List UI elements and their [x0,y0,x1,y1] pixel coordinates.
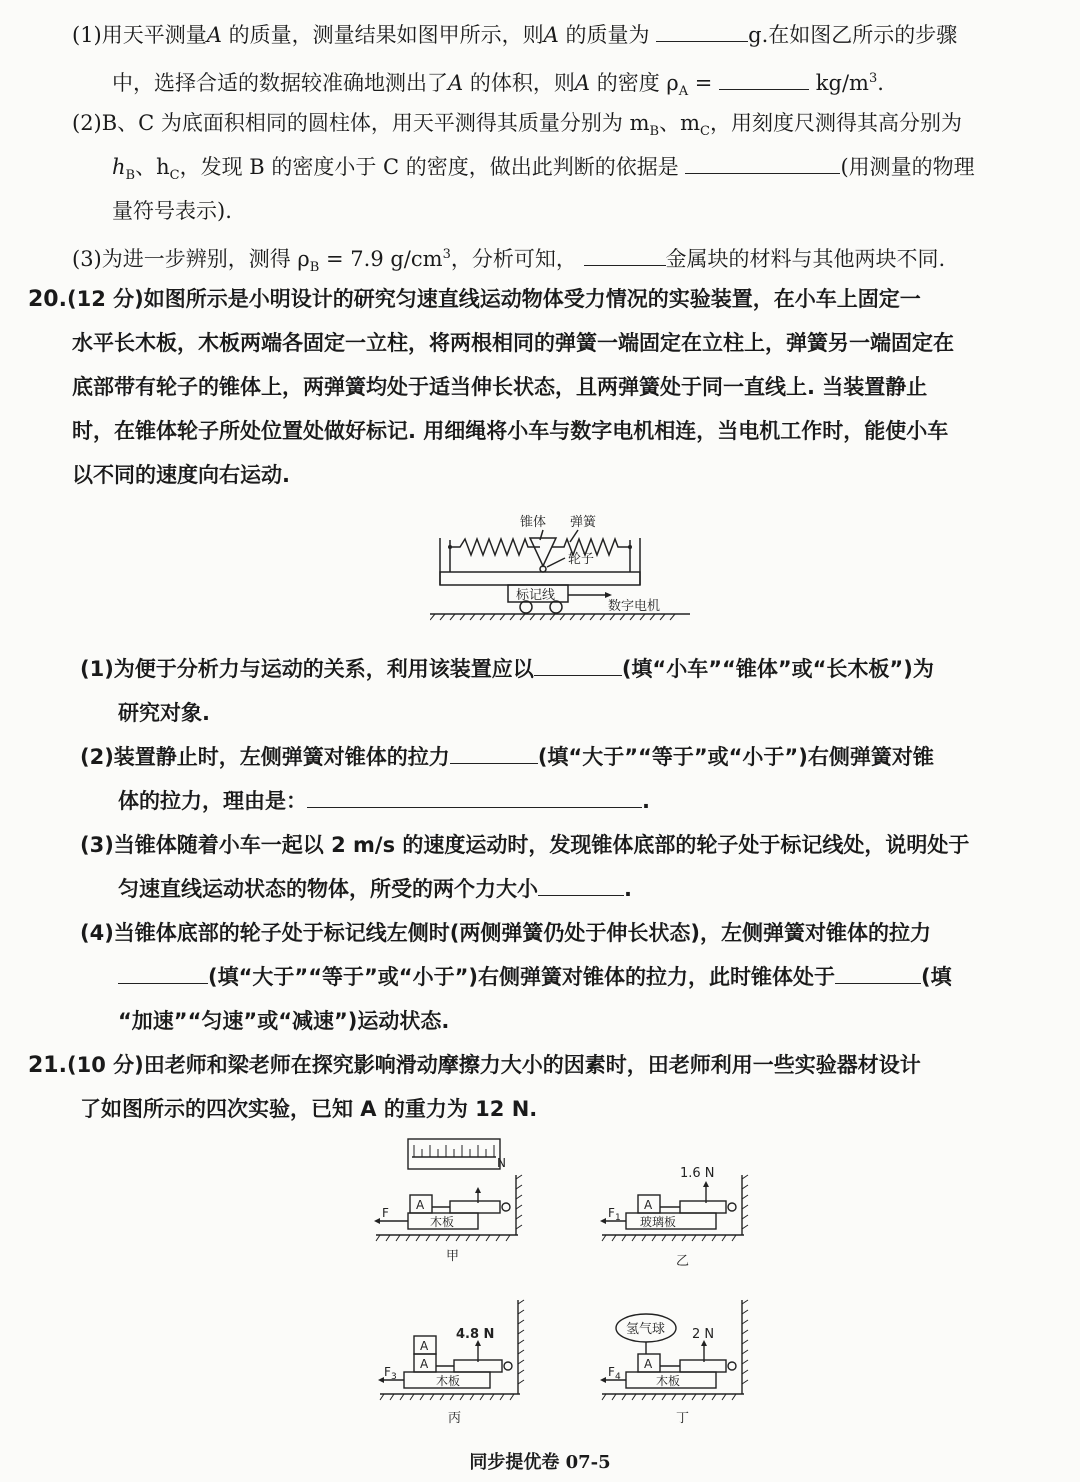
q21-intro-line1: 21.(10 分)田老师和梁老师在探究影响滑动摩擦力大小的因素时，田老师利用一些实验器材设计 [28,1053,921,1078]
force-f-ding-sub: 4 [615,1372,621,1382]
board-ding: 木板 [656,1374,681,1388]
force-f-yi: F [608,1206,615,1220]
q19-part1-line1: (1)用天平测量A 的质量，测量结果如图甲所示，则A 的质量为 g.在如图乙所示的步骤 [72,23,958,47]
label-mark: 标记线 [516,588,556,603]
block-a-ding: A [644,1357,653,1371]
force-f-bing: F [384,1365,391,1379]
block-a-jia: A [416,1198,425,1212]
page-footer: 同步提优卷 07-5 [469,1452,611,1473]
q20-intro-line2: 水平长木板，木板两端各固定一立柱，将两根相同的弹簧一端固定在立柱上，弹簧另一端固定在 [72,331,954,355]
q21-figure-jia [370,1135,530,1275]
answer-blank[interactable] [685,155,840,174]
label-cone: 锥体 [520,515,547,530]
caption-bing: 丙 [448,1411,462,1426]
answer-blank[interactable] [534,657,622,676]
q20-part1-line1: (1)为便于分析力与运动的关系，利用该装置应以 (填“小车”“锥体”或“长木板”)为 [80,657,934,681]
board-yi: 玻璃板 [640,1215,677,1229]
q20-part4-line1: (4)当锥体底部的轮子处于标记线左侧时(两侧弹簧仍处于伸长状态)，左侧弹簧对锥体的拉力 [80,921,931,945]
q21-figure-yi [596,1155,766,1275]
answer-blank[interactable] [584,247,666,266]
board-bing: 木板 [436,1374,461,1388]
block-a-yi: A [644,1198,653,1212]
answer-blank[interactable] [835,965,921,984]
q19-part2-line1: (2)B、C 为底面积相同的圆柱体，用天平测得其质量分别为 $m_B$、$m_C$，用刻度尺测得其高分别为 [72,111,962,140]
label-wheel: 轮子 [568,552,595,567]
balloon-label: 氢气球 [626,1322,666,1337]
left-spring [450,539,540,555]
q20-part4-line3: “加速”“匀速”或“减速”)运动状态. [118,1009,450,1033]
answer-blank[interactable] [307,789,642,808]
label-motor: 数字电机 [608,599,661,614]
q21-figure-bing [374,1290,534,1430]
q20-part1-line2: 研究对象. [118,701,210,725]
caption-yi: 乙 [676,1254,690,1269]
q20-intro-line1: 20.(12 分)如图所示是小明设计的研究匀速直线运动物体受力情况的实验装置，在小车上固定一 [28,287,921,312]
q19-part3: (3)为进一步辨别，测得 $\rho_B = 7.9$ $g/cm^3$，分析可知， 金属块的材料与其他两块不同. [72,247,946,276]
force-label-bing: 4.8 N [456,1327,495,1342]
caption-ding: 丁 [676,1411,690,1426]
q20-apparatus-figure [430,510,690,630]
q20-intro-line4: 时，在锥体轮子所处位置处做好标记. 用细绳将小车与数字电机相连，当电机工作时，能使小车 [72,419,949,443]
q19-part1-line2: 中，选择合适的数据较准确地测出了A 的体积，则A 的密度 $\rho_A = kg/m^3$. [112,71,884,100]
q19-part2-line3: 量符号表示). [112,199,232,223]
force-f-ding: F [608,1365,615,1379]
cone [530,538,556,566]
force-f-jia: F [382,1206,389,1220]
force-label-yi: 1.6 N [680,1166,715,1181]
caption-jia: 甲 [446,1249,460,1264]
q20-part3-line2: 匀速直线运动状态的物体，所受的两个力大小 . [118,877,632,901]
block-a-bing: A [420,1357,429,1371]
q21-intro-line2: 了如图所示的四次实验，已知 A 的重力为 12 N. [80,1097,538,1121]
answer-blank[interactable] [118,965,208,984]
q21-figure-ding [596,1290,766,1430]
q20-intro-line3: 底部带有轮子的锥体上，两弹簧均处于适当伸长状态，且两弹簧处于同一直线上. 当装置静止 [72,375,928,399]
force-f-yi-sub: 1 [615,1213,621,1223]
block-a-bing-top: A [420,1339,429,1353]
q20-intro-line5: 以不同的速度向右运动. [72,463,290,487]
q20-part3-line1: (3)当锥体随着小车一起以 2 m/s 的速度运动时，发现锥体底部的轮子处于标记线处，说明处于 [80,833,970,857]
label-spring: 弹簧 [570,515,597,530]
force-label-ding: 2 N [692,1327,715,1342]
answer-blank[interactable] [450,745,538,764]
q20-part4-line2: (填“大于”“等于”或“小于”)右侧弹簧对锥体的拉力，此时锥体处于 (填 [118,964,952,990]
scale-unit: N [497,1156,506,1170]
q20-part2-line2: 体的拉力，理由是： . [118,789,650,813]
board-jia: 木板 [430,1215,455,1229]
answer-blank[interactable] [656,23,748,42]
q19-part2-line2: $h_B$、$h_C$，发现 B 的密度小于 C 的密度，做出此判断的依据是 (用测量的物理 [112,155,975,184]
answer-blank[interactable] [719,71,809,90]
answer-blank[interactable] [538,877,624,896]
force-f-bing-sub: 3 [391,1372,397,1382]
q20-part2-line1: (2)装置静止时，左侧弹簧对锥体的拉力 (填“大于”“等于”或“小于”)右侧弹簧对锥 [80,745,934,769]
